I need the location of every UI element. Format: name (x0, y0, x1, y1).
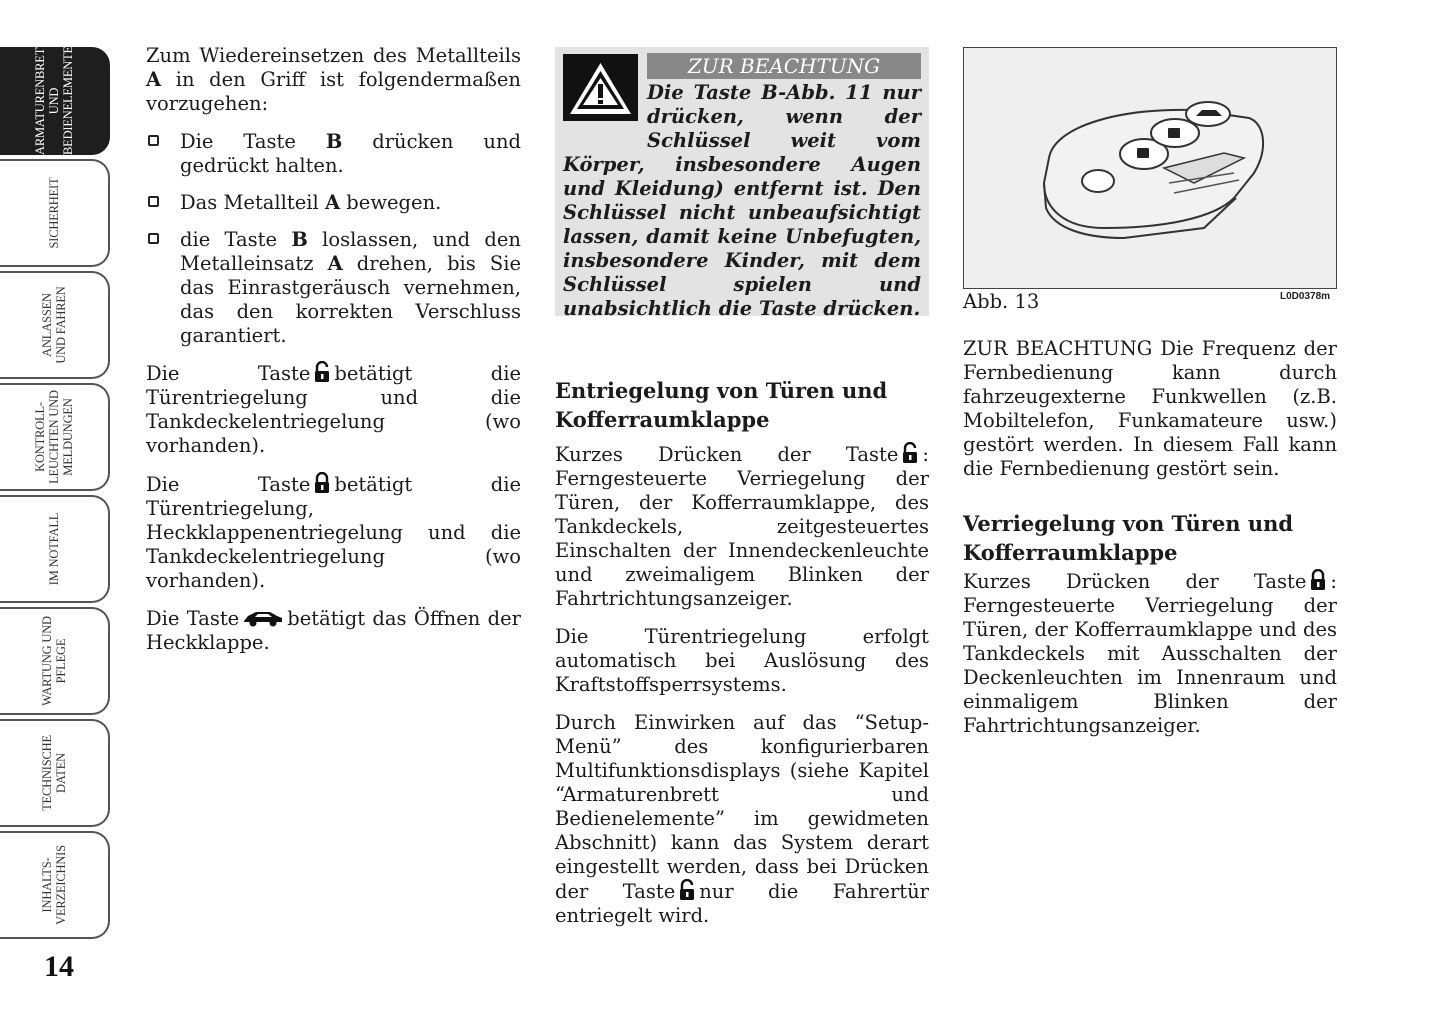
tab-label: SICHERHEIT (47, 177, 61, 249)
steps-list (146, 130, 521, 348)
checkbox-bullet-icon (148, 135, 159, 146)
tab-label: ARMATURENBRETT UND BEDIENELEMENTE (33, 40, 75, 155)
warning-box (555, 47, 929, 320)
page-number: 14 (44, 950, 74, 983)
lock-padlock-icon (313, 472, 331, 494)
list-item: die Taste B loslassen, und den Metalleinsatz A drehen, bis Sie das Einrastgeräusch vernehmen, das den korrekten Verschluss garantiert. (146, 228, 521, 348)
intro-paragraph: Zum Wiedereinsetzen des Metallteils A in den Griff ist folgendermaßen vorzugehen: (146, 44, 521, 115)
paragraph: Durch Einwirken auf das “Setup-Menü” des konfigurierbaren Multifunktionsdisplays (siehe Kapitel “Armaturenbrett und Bedienelemente” im gewidmeten Abschnitt) kann das System derart eingestellt werden, dass bei Drücken der Taste nur die Fahrertür entriegelt wird. (555, 711, 929, 927)
column-right (963, 337, 1337, 752)
note-paragraph: ZUR BEACHTUNG Die Frequenz der Fernbedienung kann durch fahrzeugexterne Funkwellen (z.B. Mobiltelefon, Funkamateure usw.) gestört werden. In diesem Fall kann die Fernbedienung gestört sein. (963, 337, 1337, 480)
tab-label: INHALTS- VERZEICHNIS (40, 845, 68, 925)
tab-label: ANLASSEN UND FAHREN (40, 286, 68, 364)
tab-label: WARTUNG UND PFLEGE (40, 616, 68, 706)
remote-key-icon (964, 48, 1335, 287)
unlock-padlock-icon (313, 361, 331, 383)
unlock-button-paragraph: Die Taste betätigt die Türentriegelung und die Tankdeckelentriegelung (wo vorhanden). (146, 362, 521, 457)
figure-caption: Abb. 13 (963, 290, 1040, 313)
tab-kontrollleuchten[interactable] (0, 383, 110, 491)
trunk-button-paragraph: Die Taste betätigt das Öffnen der Heckklappe. (146, 607, 521, 654)
paragraph: Kurzes Drücken der Taste : Ferngesteuerte Verriegelung der Türen, der Kofferraumklappe, des Tankdeckels, zeitgesteuertes Einschalten der Innendeckenleuchte und zweimaligem Blinken der Fahrtrichtungsanzeiger. (555, 443, 929, 610)
unlock-padlock-icon (901, 442, 919, 464)
column-middle (555, 376, 929, 942)
tab-armaturenbrett[interactable] (0, 40, 110, 155)
list-item: Das Metallteil A bewegen. (146, 191, 521, 215)
lock-padlock-icon (1309, 569, 1327, 591)
column-left (146, 44, 521, 669)
tab-inhaltsverzeichnis[interactable] (0, 831, 110, 939)
paragraph: Kurzes Drücken der Taste : Ferngesteuerte Verriegelung der Türen, der Kofferraumklappe und des Tankdeckels mit Ausschalten der Deckenleuchten im Innenraum und einmaligem Blinken der Fahrtrichtungsanzeiger. (963, 570, 1337, 737)
warning-triangle-icon (563, 54, 638, 121)
tab-technische-daten[interactable] (0, 719, 110, 827)
figure-code: L0D0378m (1280, 291, 1331, 302)
lock-button-paragraph: Die Taste betätigt die Türentriegelung, Heckklappenentriegelung und die Tankdeckelentriegelung (wo vorhanden). (146, 473, 521, 592)
tab-label: TECHNISCHE DATEN (40, 735, 68, 811)
tab-im-notfall[interactable] (0, 495, 110, 603)
tab-wartung[interactable] (0, 607, 110, 715)
section-heading-lock: Verriegelung von Türen und Kofferraumklappe (963, 511, 1294, 565)
list-item: Die Taste B drücken und gedrückt halten. (146, 130, 521, 178)
tab-sicherheit[interactable] (0, 159, 110, 267)
key-fob-illustration (963, 47, 1337, 289)
tab-label: KONTROLL- LEUCHTEN UND MELDUNGEN (33, 390, 75, 484)
section-heading-unlock: Entriegelung von Türen und Kofferraumklappe (555, 378, 888, 432)
paragraph: Die Türentriegelung erfolgt automatisch bei Auslösung des Kraftstoffsperrsystems. (555, 625, 929, 696)
warning-title: ZUR BEACHTUNG (647, 53, 921, 79)
unlock-padlock-icon (678, 879, 696, 901)
checkbox-bullet-icon (148, 233, 159, 244)
checkbox-bullet-icon (148, 196, 159, 207)
tab-anlassen[interactable] (0, 271, 110, 379)
car-trunk-icon (242, 608, 284, 628)
tab-label: IM NOTFALL (47, 512, 61, 586)
warning-text: Die Taste B-Abb. 11 nur drücken, wenn der Schlüssel weit vom Körper, insbesondere Augen und Kleidung) entfernt ist. Den Schlüssel nicht unbeaufsichtigt lassen, damit keine Unbefugten, insbesondere Kinder, mit dem Schlüssel spielen und unabsichtlich die Taste drücken. (563, 81, 921, 320)
